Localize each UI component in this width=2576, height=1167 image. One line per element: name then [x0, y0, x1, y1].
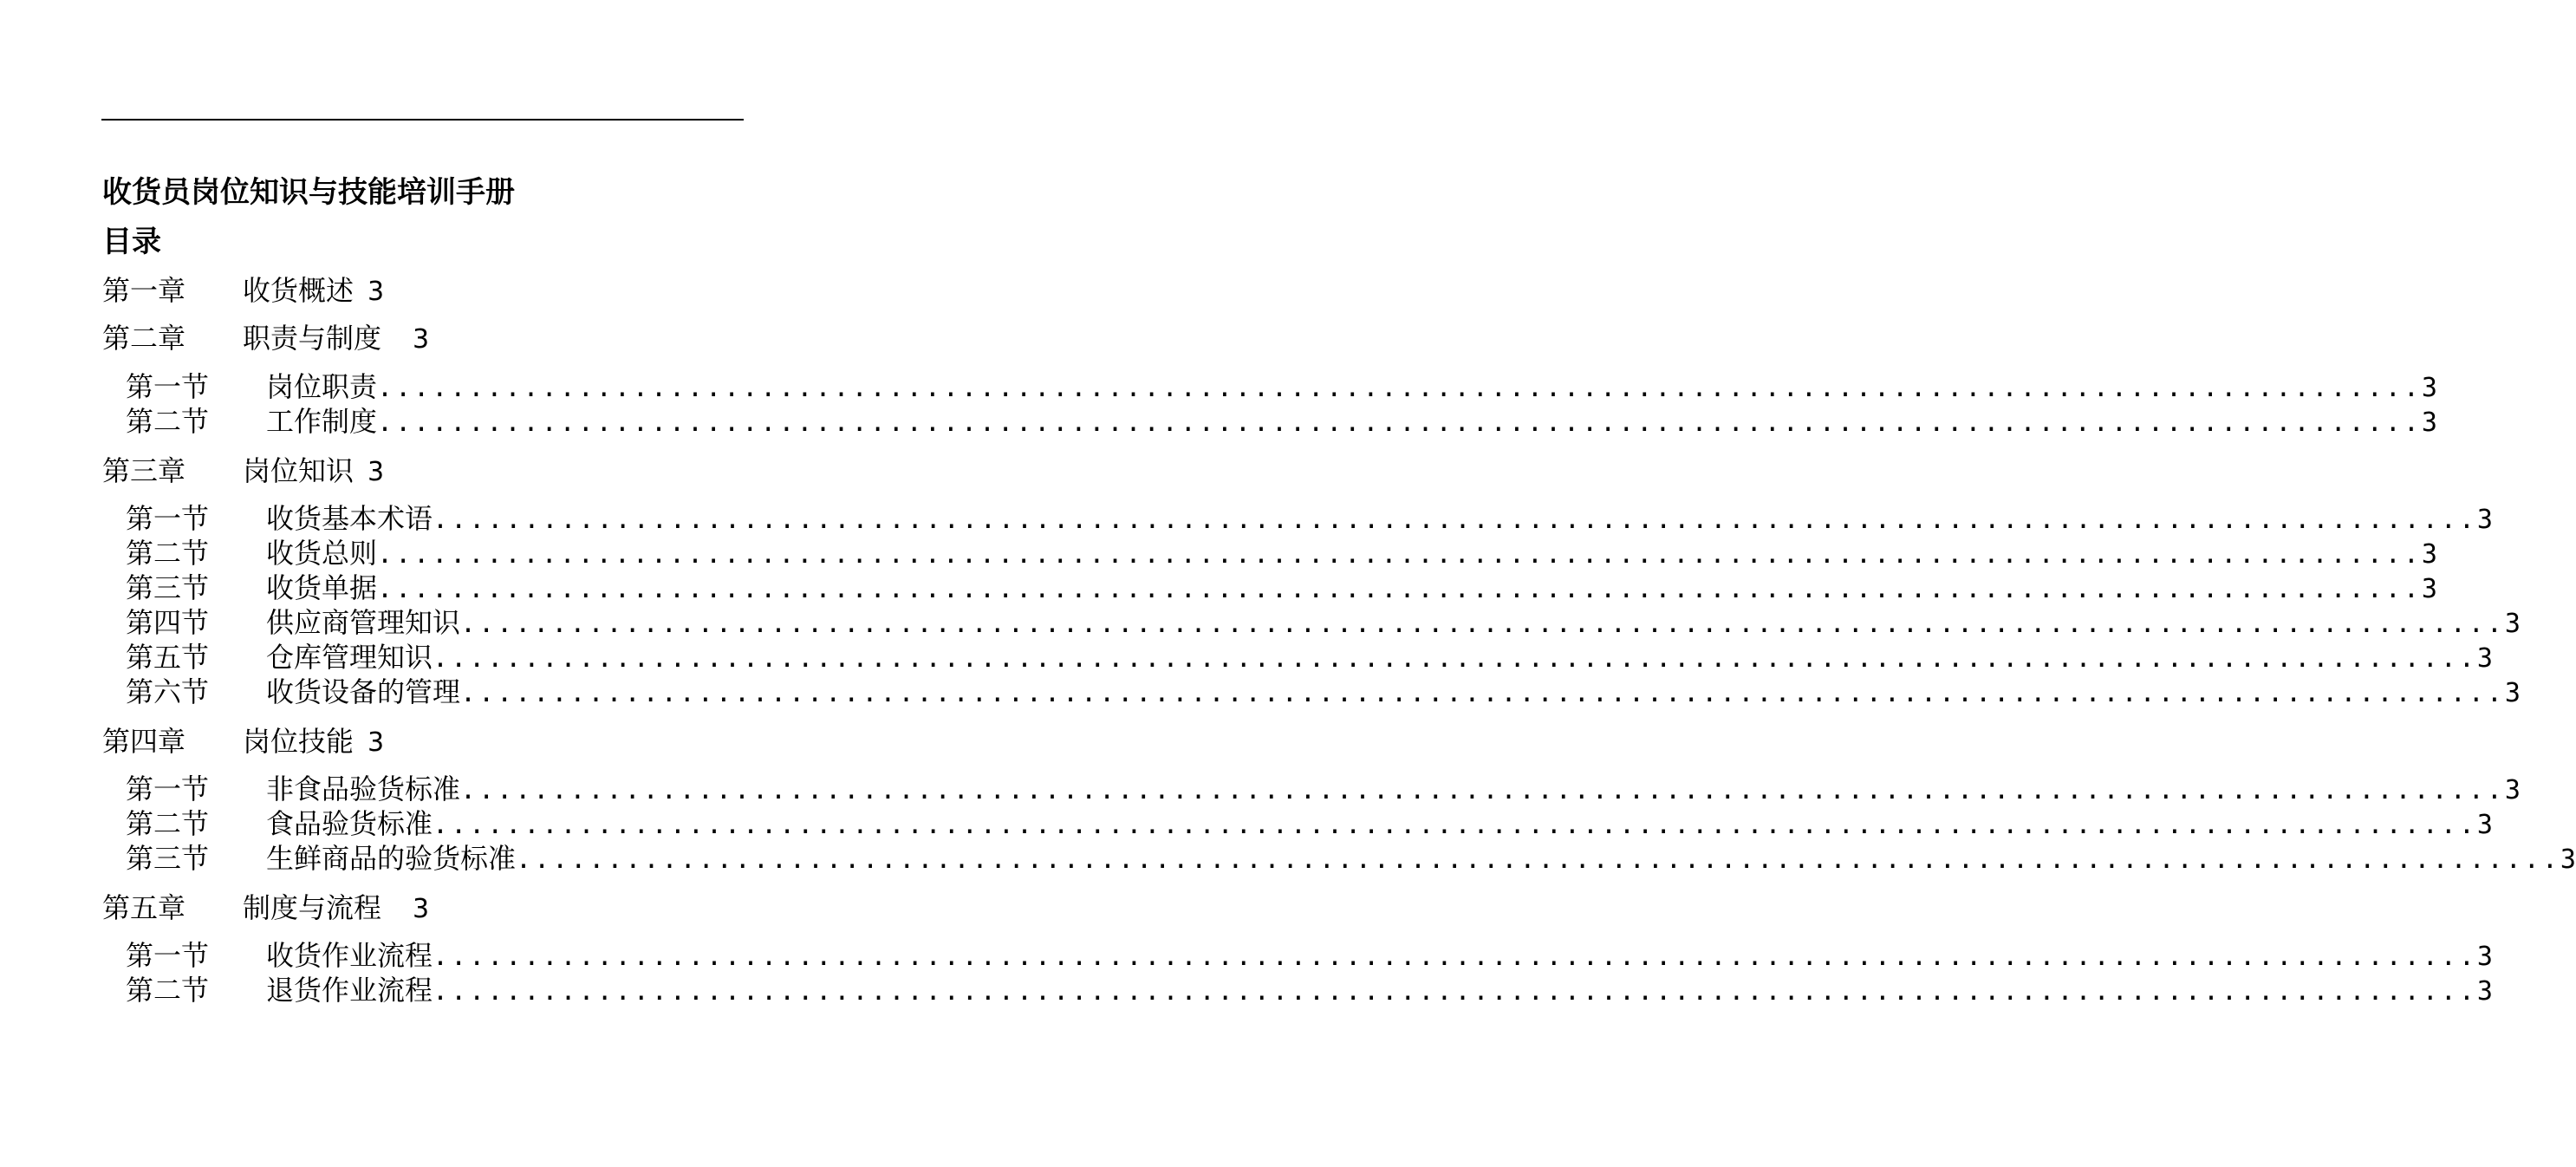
section-number: 第一节 — [126, 370, 210, 403]
section-title: 生鲜商品的验货标准 — [266, 842, 517, 875]
dot-leader: ................................................................................................................ — [377, 539, 2422, 570]
section-page: 3 — [2421, 539, 2437, 570]
dot-leader: ................................................................................................................ — [516, 844, 2560, 875]
section-page: 3 — [2421, 574, 2437, 604]
section-title: 供应商管理知识 — [266, 606, 461, 639]
section-title: 工作制度 — [266, 405, 378, 438]
chapter-page: 3 — [368, 277, 385, 307]
section-title: 收货基本术语 — [266, 502, 433, 535]
dot-leader: ................................................................................................................ — [460, 775, 2505, 805]
section-page: 3 — [2504, 775, 2521, 805]
dot-leader: ................................................................................................................ — [377, 407, 2422, 438]
toc-section[interactable] — [126, 640, 2493, 675]
chapter-number: 第二章 — [102, 322, 186, 355]
section-title: 仓库管理知识 — [266, 641, 433, 674]
section-title: 食品验货标准 — [266, 807, 433, 840]
header-rule — [101, 119, 744, 121]
dot-leader: ................................................................................................................ — [433, 505, 2477, 535]
section-page: 3 — [2476, 643, 2493, 674]
toc-section[interactable] — [126, 806, 2493, 841]
section-page: 3 — [2421, 407, 2437, 438]
chapter-number: 第四章 — [102, 725, 186, 758]
chapter-title: 岗位技能 — [243, 725, 355, 758]
section-page: 3 — [2560, 844, 2576, 875]
toc-section[interactable] — [126, 605, 2521, 640]
section-page: 3 — [2476, 942, 2493, 972]
section-page: 3 — [2476, 810, 2493, 840]
dot-leader: ................................................................................................................ — [377, 373, 2422, 403]
chapter-page: 3 — [368, 727, 385, 758]
section-number: 第三节 — [126, 571, 210, 604]
section-page: 3 — [2504, 678, 2521, 708]
section-number: 第二节 — [126, 537, 210, 570]
section-title: 收货单据 — [266, 571, 378, 604]
section-title: 岗位职责 — [266, 370, 378, 403]
toc-section[interactable] — [126, 570, 2437, 605]
toc-heading: 目录 — [102, 225, 161, 259]
section-title: 退货作业流程 — [266, 974, 433, 1007]
section-title: 收货设备的管理 — [266, 675, 461, 708]
chapter-number: 第五章 — [102, 891, 186, 924]
toc-section[interactable] — [126, 369, 2437, 404]
dot-leader: ................................................................................................................ — [433, 942, 2477, 972]
toc-section[interactable] — [126, 404, 2437, 439]
dot-leader: ................................................................................................................ — [433, 810, 2477, 840]
section-page: 3 — [2476, 976, 2493, 1007]
section-title: 非食品验货标准 — [266, 773, 461, 805]
section-number: 第六节 — [126, 675, 210, 708]
toc-section[interactable] — [126, 973, 2493, 1007]
chapter-page: 3 — [413, 894, 430, 924]
chapter-page: 3 — [368, 457, 385, 487]
section-number: 第四节 — [126, 606, 210, 639]
section-number: 第二节 — [126, 405, 210, 438]
section-title: 收货作业流程 — [266, 939, 433, 972]
toc-section[interactable] — [126, 841, 2576, 876]
section-title: 收货总则 — [266, 537, 378, 570]
dot-leader: ................................................................................................................ — [433, 643, 2477, 674]
section-page: 3 — [2476, 505, 2493, 535]
dot-leader: ................................................................................................................ — [377, 574, 2422, 604]
section-number: 第一节 — [126, 502, 210, 535]
chapter-title: 职责与制度 — [243, 322, 382, 355]
chapter-number: 第三章 — [102, 454, 186, 487]
chapter-number: 第一章 — [102, 274, 186, 307]
section-page: 3 — [2421, 373, 2437, 403]
section-number: 第五节 — [126, 641, 210, 674]
chapter-title: 收货概述 — [243, 274, 355, 307]
section-number: 第二节 — [126, 807, 210, 840]
toc-section[interactable] — [126, 675, 2521, 709]
toc-section[interactable] — [126, 536, 2437, 570]
section-number: 第三节 — [126, 842, 210, 875]
dot-leader: ................................................................................................................ — [433, 976, 2477, 1007]
section-number: 第一节 — [126, 939, 210, 972]
document-title: 收货员岗位知识与技能培训手册 — [102, 175, 515, 210]
chapter-title: 制度与流程 — [243, 891, 382, 924]
dot-leader: ................................................................................................................ — [460, 678, 2505, 708]
chapter-title: 岗位知识 — [243, 454, 355, 487]
section-page: 3 — [2504, 609, 2521, 639]
toc-section[interactable] — [126, 772, 2521, 806]
section-number: 第二节 — [126, 974, 210, 1007]
section-number: 第一节 — [126, 773, 210, 805]
chapter-page: 3 — [413, 324, 430, 355]
dot-leader: ................................................................................................................ — [460, 609, 2505, 639]
toc-section[interactable] — [126, 938, 2493, 973]
toc-section[interactable] — [126, 501, 2493, 536]
